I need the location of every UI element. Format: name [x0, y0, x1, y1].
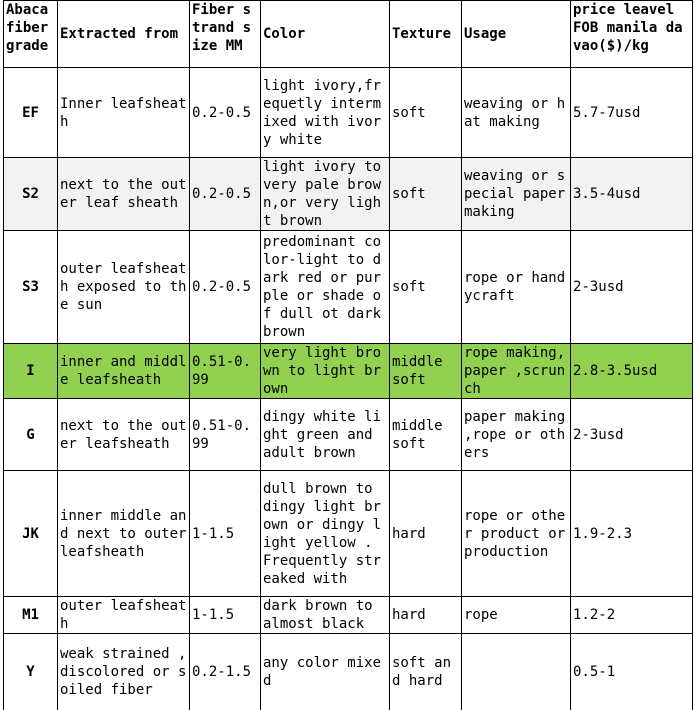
cell-size: 1-1.5: [190, 471, 261, 597]
cell-texture: soft: [390, 231, 462, 344]
header-size: Fiber strand size MM: [190, 1, 261, 68]
cell-grade: S3: [4, 231, 58, 344]
cell-color: any color mixed: [261, 634, 390, 710]
cell-grade: I: [4, 344, 58, 399]
cell-grade: JK: [4, 471, 58, 597]
cell-color: light ivory,frequetly intermixed with ivory white: [261, 68, 390, 158]
cell-texture: soft and hard: [390, 634, 462, 710]
cell-grade: S2: [4, 158, 58, 231]
table-row: [4, 231, 693, 344]
cell-price: 1.9-2.3: [571, 471, 693, 597]
cell-size: 0.2-0.5: [190, 231, 261, 344]
cell-price: 2.8-3.5usd: [571, 344, 693, 399]
cell-size: 0.2-1.5: [190, 634, 261, 710]
cell-extracted: Inner leafsheath: [58, 68, 190, 158]
cell-size: 0.2-0.5: [190, 158, 261, 231]
cell-price: 1.2-2: [571, 597, 693, 634]
table-row: [4, 158, 693, 231]
cell-usage: [462, 634, 571, 710]
cell-texture: middle soft: [390, 399, 462, 471]
header-row: [4, 1, 693, 68]
cell-grade: G: [4, 399, 58, 471]
cell-color: dingy white light green and adult brown: [261, 399, 390, 471]
header-texture: Texture: [390, 1, 462, 68]
cell-texture: middle soft: [390, 344, 462, 399]
cell-color: dark brown to almost black: [261, 597, 390, 634]
cell-extracted: inner and middle leafsheath: [58, 344, 190, 399]
cell-price: 5.7-7usd: [571, 68, 693, 158]
cell-price: 0.5-1: [571, 634, 693, 710]
cell-texture: soft: [390, 158, 462, 231]
cell-extracted: next to the outer leaf sheath: [58, 158, 190, 231]
cell-color: dull brown to dingy light brown or dingy light yellow . Frequently streaked with: [261, 471, 390, 597]
cell-usage: weaving or special paper making: [462, 158, 571, 231]
cell-price: 2-3usd: [571, 399, 693, 471]
header-color: Color: [261, 1, 390, 68]
cell-usage: rope making,paper ,scrunch: [462, 344, 571, 399]
table-row: [4, 399, 693, 471]
cell-size: 1-1.5: [190, 597, 261, 634]
cell-size: 0.51-0.99: [190, 399, 261, 471]
cell-size: 0.51-0.99: [190, 344, 261, 399]
header-usage: Usage: [462, 1, 571, 68]
header-price: price leavel FOB manila davao($)/kg: [571, 1, 693, 68]
cell-grade: EF: [4, 68, 58, 158]
cell-extracted: next to the outer leafsheath: [58, 399, 190, 471]
table-row: [4, 471, 693, 597]
cell-usage: paper making ,rope or others: [462, 399, 571, 471]
cell-usage: weaving or hat making: [462, 68, 571, 158]
abaca-grade-table: [3, 0, 693, 710]
cell-price: 2-3usd: [571, 231, 693, 344]
cell-color: very light brown to light brown: [261, 344, 390, 399]
cell-price: 3.5-4usd: [571, 158, 693, 231]
table-row: [4, 344, 693, 399]
cell-grade: Y: [4, 634, 58, 710]
cell-usage: rope or other product or production: [462, 471, 571, 597]
header-grade: Abaca fiber grade: [4, 1, 58, 68]
cell-texture: soft: [390, 68, 462, 158]
cell-extracted: inner middle and next to outer leafsheath: [58, 471, 190, 597]
table-row: [4, 634, 693, 710]
cell-size: 0.2-0.5: [190, 68, 261, 158]
cell-grade: M1: [4, 597, 58, 634]
cell-extracted: outer leafsheath: [58, 597, 190, 634]
cell-texture: hard: [390, 471, 462, 597]
table-row: [4, 597, 693, 634]
cell-texture: hard: [390, 597, 462, 634]
cell-color: light ivory to very pale brown,or very light brown: [261, 158, 390, 231]
cell-extracted: outer leafsheath exposed to the sun: [58, 231, 190, 344]
cell-extracted: weak strained ,discolored or soiled fiber: [58, 634, 190, 710]
table-row: [4, 68, 693, 158]
cell-usage: rope or handycraft: [462, 231, 571, 344]
cell-color: predominant color-light to dark red or purple or shade of dull ot dark brown: [261, 231, 390, 344]
cell-usage: rope: [462, 597, 571, 634]
header-extracted: Extracted from: [58, 1, 190, 68]
